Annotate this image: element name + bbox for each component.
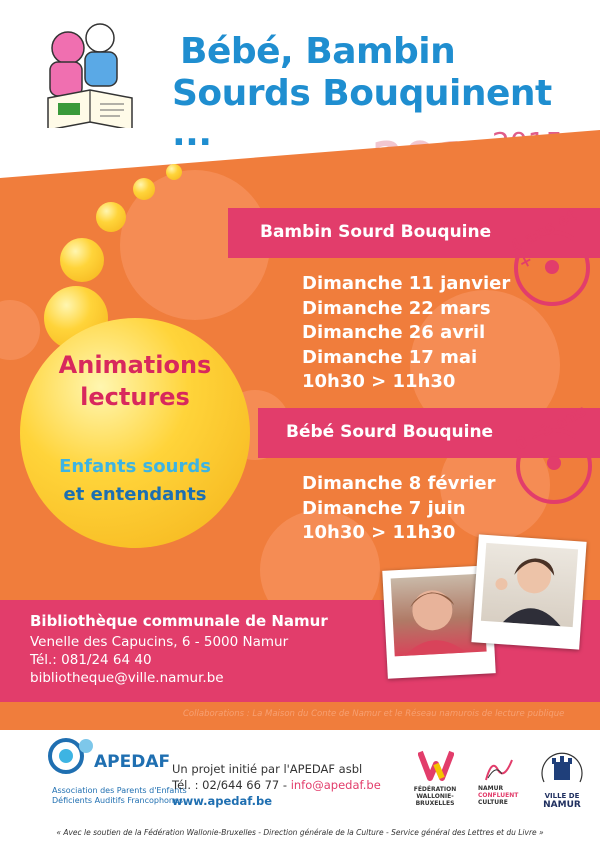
federation-wallonie-bruxelles-logo [418, 748, 454, 782]
apedaf-description: Association des Parents d'Enfants Déficients Auditifs Francophones [52, 786, 187, 805]
apedaf-website[interactable]: www.apedaf.be [172, 794, 273, 808]
library-phone: Tél.: 081/24 64 40 [30, 652, 152, 668]
bambin-date: Dimanche 17 mai [302, 346, 478, 368]
support-note: « Avec le soutien de la Fédération Wallonie-Bruxelles - Direction générale de la Culture - Service général des Lettres et du Livre » [56, 828, 544, 837]
bebe-date: Dimanche 7 juin [302, 497, 466, 519]
collaborations-note: Collaborations : La Maison du Conte de Namur et le Réseau namurois de lecture publique [183, 709, 565, 719]
bambin-badge-dot [545, 260, 559, 274]
bambin-time: 10h30 > 11h30 [302, 371, 456, 392]
fwb-label: FÉDÉRATION WALLONIE-BRUXELLES [413, 786, 457, 807]
bambin-band-label: Bambin Sourd Bouquine [260, 222, 492, 242]
poster-title-line1: Bébé, Bambin [180, 31, 456, 72]
apedaf-phone: Tél. : 02/644 66 77 - [172, 778, 291, 792]
apedaf-contact [172, 778, 381, 792]
library-email[interactable]: bibliotheque@ville.namur.be [30, 670, 224, 686]
bambin-dates [302, 272, 510, 395]
photo-reader-2 [471, 534, 586, 649]
apedaf-name: APEDAF [94, 752, 171, 772]
circle-subtitle-1: Enfants sourds [59, 456, 211, 477]
namur-confluent-culture-label: NAMUR CONFLUENT CULTURE [478, 785, 519, 806]
namur-confluent-culture-icon [482, 756, 516, 782]
woman-portrait-2 [481, 543, 578, 627]
ville-de-namur-label: VILLE DE NAMUR [543, 792, 581, 810]
apedaf-email[interactable]: info@apedaf.be [290, 778, 381, 792]
bambin-age-label: 4 ans et + [506, 205, 580, 273]
circle-title-lectures: lectures [80, 383, 190, 411]
bambin-date: Dimanche 22 mars [302, 297, 491, 319]
bebe-dates [302, 472, 495, 546]
ville-de-namur-crest [540, 748, 584, 788]
library-name: Bibliothèque communale de Namur [30, 612, 328, 630]
header [0, 0, 600, 154]
bebe-band-label: Bébé Sourd Bouquine [286, 422, 494, 442]
circle-subtitle-2: et entendants [63, 484, 207, 505]
bambin-date: Dimanche 11 janvier [302, 273, 511, 294]
circle-title-animations: Animations [58, 351, 212, 379]
bebe-date: Dimanche 8 février [302, 473, 496, 494]
project-line: Un projet initié par l'APEDAF asbl [172, 762, 363, 776]
bebe-badge-dot [547, 456, 561, 470]
bebe-time: 10h30 > 11h30 [302, 522, 456, 543]
bebe-age-label: 0 - 3 ans [512, 400, 590, 455]
bambin-date: Dimanche 26 avril [302, 322, 486, 343]
children-reading-illustration [30, 8, 150, 128]
apedaf-logo-icon [48, 734, 100, 778]
poster-title-line2: Sourds Bouquinent ... [172, 73, 552, 154]
library-street: Venelle des Capucins, 6 - 5000 Namur [30, 634, 289, 650]
